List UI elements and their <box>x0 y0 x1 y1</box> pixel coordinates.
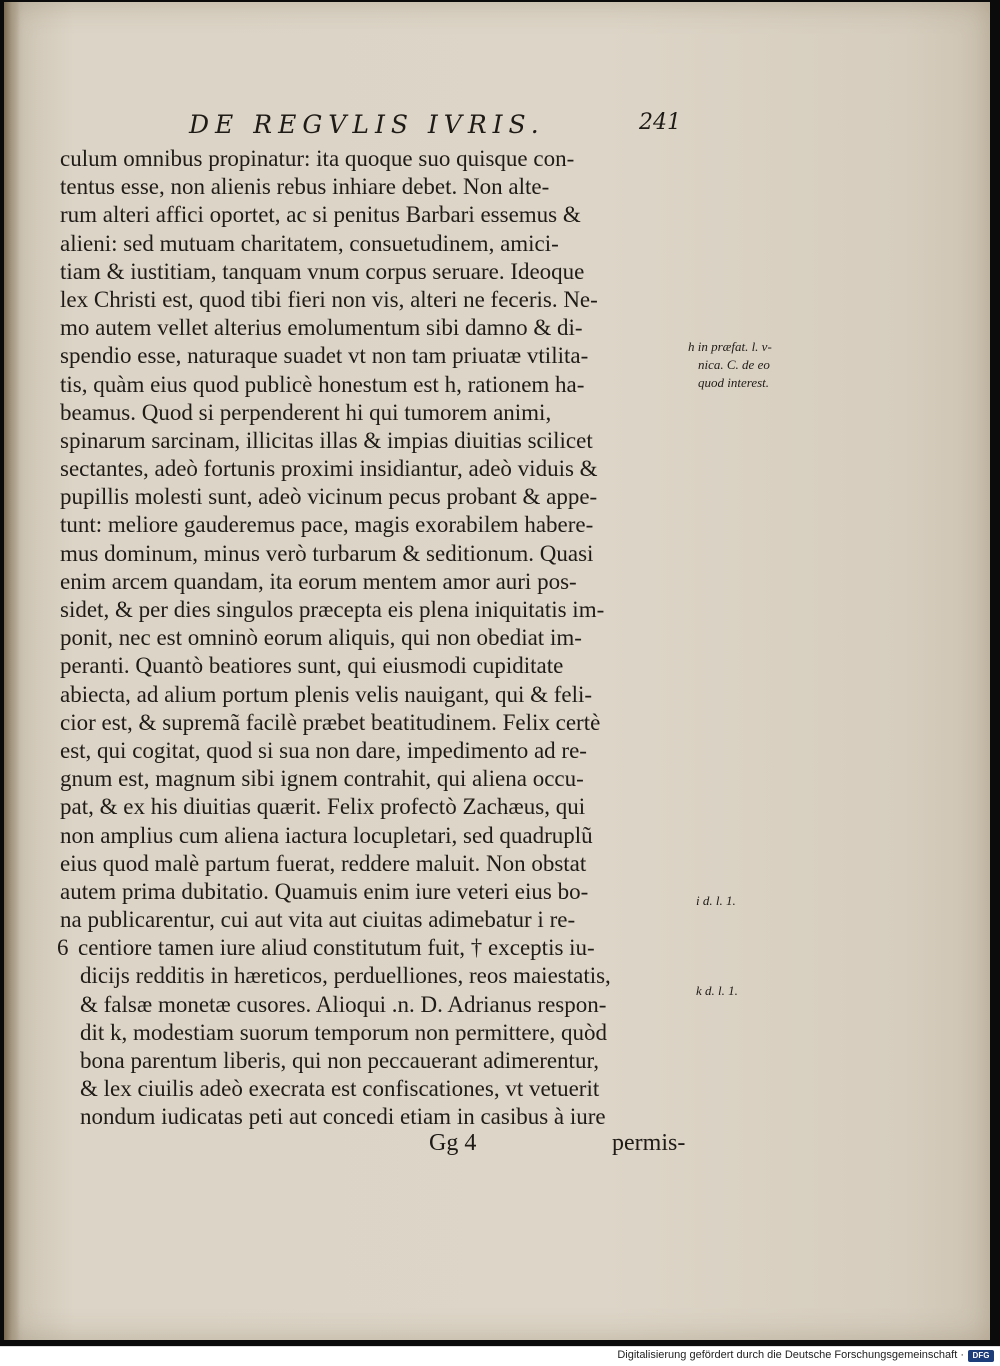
text-line: & falsæ monetæ cusores. Alioqui .n. D. Adrianus respon- <box>80 991 607 1017</box>
marginal-note-k: k d. l. 1. <box>696 983 738 998</box>
text-line: est, qui cogitat, quod si sua non dare, impedimento ad re- <box>60 737 587 763</box>
text-line: spendio esse, naturaque suadet vt non tam priuatæ vtilita- <box>60 343 589 369</box>
text-line: spinarum sarcinam, illicitas illas & impias diuitias scilicet <box>60 427 593 453</box>
text-line: cior est, & supremã facilè præbet beatitudinem. Felix certè <box>60 709 601 735</box>
text-line: dicijs redditis in hæreticos, perduelliones, reos maiestatis, <box>80 963 611 989</box>
text-line: pat, & ex his diuitias quærit. Felix profectò Zachæus, qui <box>60 794 586 820</box>
footer-credit: Digitalisierung gefördert durch die Deutsche Forschungsgemeinschaft · <box>617 1349 964 1361</box>
note-line: quod interest. <box>698 375 770 390</box>
page-number: 241 <box>639 110 681 135</box>
text-line: rum alteri affici oportet, ac si penitus Barbari essemus & <box>60 202 581 228</box>
text-line: sectantes, adeò fortunis proximi insidiantur, adeò viduis & <box>60 456 598 482</box>
running-head: DE REGVLIS IVRIS. <box>189 110 545 139</box>
text-line: sidet, & per dies singulos præcepta eis plena iniquitatis im- <box>60 597 605 622</box>
text-line: bona parentum liberis, qui non peccauerant adimerentur, <box>80 1048 599 1073</box>
body-text <box>57 145 710 1132</box>
page-spine-shadow <box>4 2 20 1340</box>
text-line: culum omnibus propinatur: ita quoque suo quisque con- <box>60 146 575 171</box>
text-line: tiam & iustitiam, tanquam vnum corpus seruare. Ideoque <box>60 258 585 284</box>
text-line: autem prima dubitatio. Quamuis enim iure veteri eius bo- <box>60 878 589 904</box>
margin-number: 6 <box>57 935 69 961</box>
text-line: abiecta, ad alium portum plenis velis nauigant, qui & feli- <box>60 681 593 707</box>
text-line: ponit, nec est omninò eorum aliquis, qui non obediat im- <box>60 625 582 651</box>
note-line: h in præfat. l. v- <box>688 339 772 354</box>
catchword: permis- <box>612 1130 686 1156</box>
text-line: tentus esse, non alienis rebus inhiare debet. Non alte- <box>60 174 550 200</box>
note-line: nica. C. de eo <box>698 357 770 372</box>
text-line: peranti. Quantò beatiores sunt, qui eiusmodi cupiditate <box>60 653 564 679</box>
text-line: lex Christi est, quod tibi fieri non vis, alteri ne feceris. Ne- <box>60 286 598 312</box>
marginal-note-i: i d. l. 1. <box>696 893 736 908</box>
text-line-content: centiore tamen iure aliud constitutum fuit, † exceptis iu- <box>78 935 595 961</box>
dfg-logo: DFG <box>968 1350 994 1362</box>
text-line: non amplius cum aliena iactura locupletari, sed quadruplũ <box>60 822 593 848</box>
text-line: enim arcem quandam, ita eorum mentem amor auri pos- <box>60 568 577 594</box>
text-line: na publicarentur, cui aut vita aut ciuitas adimebatur i re- <box>60 907 576 933</box>
text-line: pupillis molesti sunt, adeò vicinum pecus probant & appe- <box>60 484 598 510</box>
text-line: nondum iudicatas peti aut concedi etiam in casibus à iure <box>80 1104 606 1130</box>
page-header <box>189 110 689 142</box>
marginal-note-h <box>688 338 772 392</box>
text-line: tunt: meliore gauderemus pace, magis exorabilem habere- <box>60 512 594 538</box>
text-line: beamus. Quod si perpenderent hi qui tumorem animi, <box>60 399 552 425</box>
text-line-28 <box>58 934 710 962</box>
text-line: alieni: sed mutuam charitatem, consuetudinem, amici- <box>60 230 559 256</box>
text-line: eius quod malè partum fuerat, reddere maluit. Non obstat <box>60 850 587 876</box>
footer-bar <box>0 1346 1000 1366</box>
signature-mark: Gg 4 <box>429 1130 477 1156</box>
text-line: & lex ciuilis adeò execrata est confiscationes, vt vetuerit <box>80 1076 600 1102</box>
text-line: tis, quàm eius quod publicè honestum est h, rationem ha- <box>60 371 585 397</box>
text-line: dit k, modestiam suorum temporum non permittere, quòd <box>80 1019 608 1045</box>
text-line: mo autem vellet alterius emolumentum sibi damno & di- <box>60 315 583 341</box>
text-line: mus dominum, minus verò turbarum & seditionum. Quasi <box>60 540 594 566</box>
book-page <box>4 2 990 1340</box>
text-line: gnum est, magnum sibi ignem contrahit, qui aliena occu- <box>60 766 584 792</box>
